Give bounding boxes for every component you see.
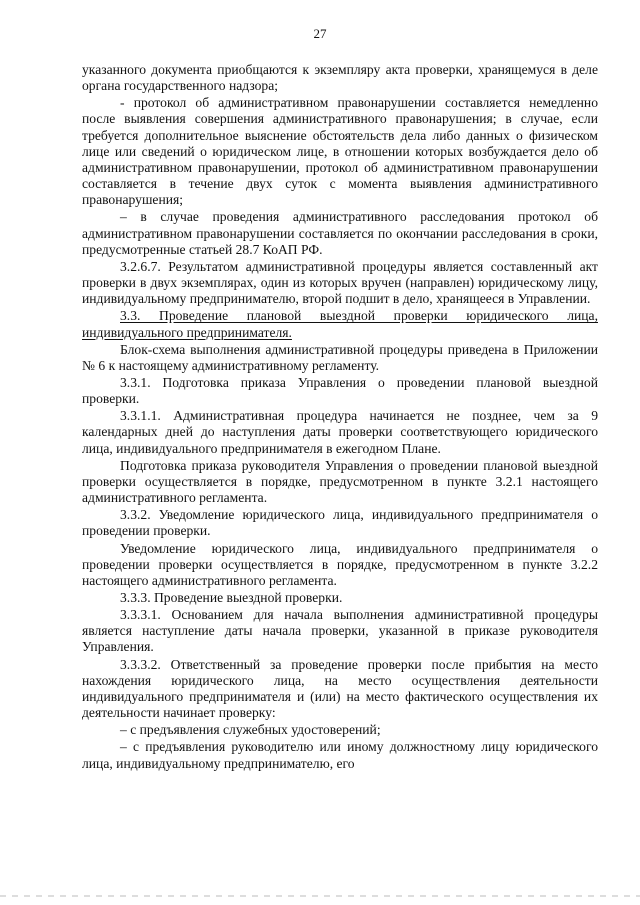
paragraph: 3.2.6.7. Результатом административной процедуры является составленный акт проверки в двух экземплярах, один из которых вручен (направлен) юридическому лицу, индивидуальному предпринимателю, второй подшит в дело, хранящееся в Управлении. [82,258,598,307]
paragraph: 3.3.1.1. Административная процедура начинается не позднее, чем за 9 календарных дней до наступления даты проверки соответствующего юридического лица, индивидуального предпринимателя в ежегодном Плане. [82,408,598,456]
page-number: 27 [313,26,327,41]
paragraph: 3.3.3.1. Основанием для начала выполнения административной процедуры является наступление даты начала проверки, указанной в приказе руководителя Управления. [82,607,598,655]
paragraph: 3.3.3.2. Ответственный за проведение проверки после прибытия на место нахождения юридического лица, на место осуществления деятельности индивидуального предпринимателя и (или) на место фактического осуществления их деятельности начинает проверку: [82,656,598,721]
paragraph: 3.3.3. Проведение выездной проверки. [120,590,343,605]
section-heading-text: 3.3. Проведение плановой выездной проверки юридического лица, индивидуального предпринимателя. [82,308,598,340]
paragraph: – с предъявления руководителю или иному должностному лицу юридического лица, индивидуальному предпринимателю, его [82,739,598,771]
paragraph: указанного документа приобщаются к экземпляру акта проверки, хранящемуся в деле органа государственного надзора; [82,62,598,94]
scan-edge-artifact [0,895,640,897]
paragraph: – с предъявления служебных удостоверений; [120,722,381,738]
section-heading [82,308,598,340]
paragraph: 3.3.2. Уведомление юридического лица, индивидуального предпринимателя о проведении проверки. [82,507,598,539]
paragraph: 3.3.1. Подготовка приказа Управления о проведении плановой выездной проверки. [82,374,598,407]
paragraph: – в случае проведения административного расследования протокол об административном правонарушении составляется по окончании расследования в сроки, предусмотренные статьей 28.7 КоАП РФ. [82,209,598,257]
paragraph: Уведомление юридического лица, индивидуального предпринимателя о проведении проверки осуществляется в порядке, предусмотренном в пункте 3.2.2 настоящего административного регламента. [82,540,598,588]
paragraph: Блок-схема выполнения административной процедуры приведена в Приложении № 6 к настоящему административному регламенту. [82,341,598,373]
paragraph: Подготовка приказа руководителя Управления о проведении плановой выездной проверки осуществляется в порядке, предусмотренном в пункте 3.2.1 настоящего административного регламента. [82,457,598,506]
document-body [82,62,598,773]
paragraph: - протокол об административном правонарушении составляется немедленно после выявления совершения административного правонарушения; в случае, если требуется дополнительное выяснение обстоятельств дела либо данных о физическом лице или сведений о юридическом лице, в отношении которых возбуждается дело об административном правонарушении, протокол об административном правонарушении составляется в течение двух суток с момента выявления административного правонарушения; [82,95,598,208]
